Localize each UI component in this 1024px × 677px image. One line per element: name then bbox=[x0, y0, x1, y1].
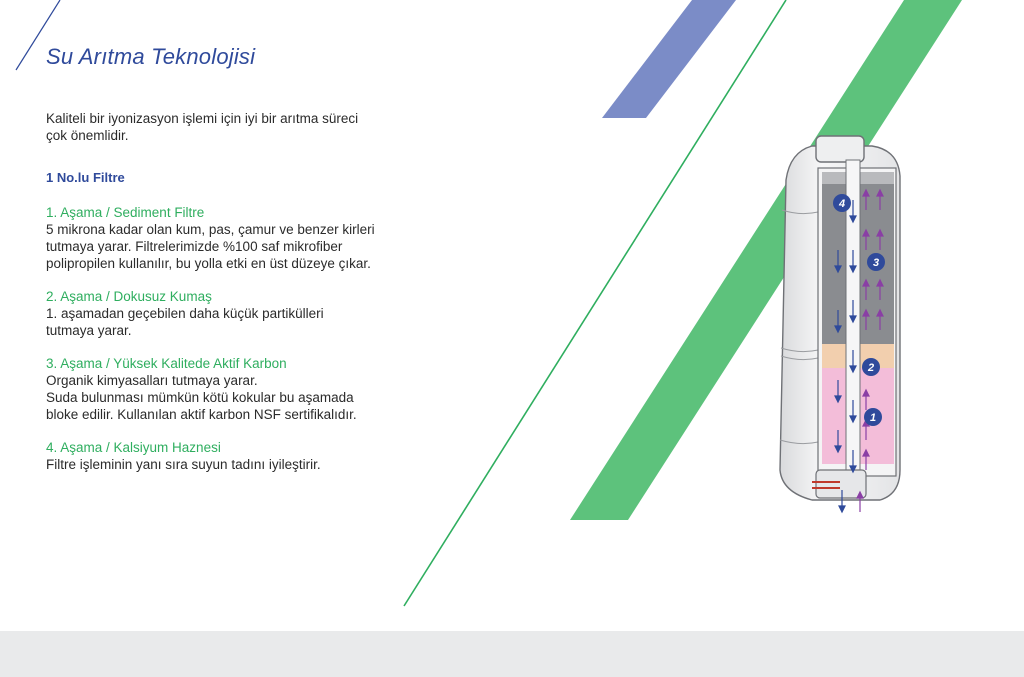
stage-title: 2. Aşama / Dokusuz Kumaş bbox=[46, 289, 212, 304]
stage-line: bloke edilir. Kullanılan aktif karbon NSF sertifikalıdır. bbox=[46, 407, 357, 422]
stage-title: 1. Aşama / Sediment Filtre bbox=[46, 205, 205, 220]
stage-line: tutmaya yarar. bbox=[46, 323, 132, 338]
stage-badge-3 bbox=[867, 253, 885, 271]
filter-heading: 1 No.lu Filtre bbox=[46, 170, 125, 185]
badge-label: 3 bbox=[872, 257, 880, 269]
stage-title: 4. Aşama / Kalsiyum Haznesi bbox=[46, 440, 221, 455]
stage-badge-4 bbox=[833, 194, 851, 212]
stage-badge-1 bbox=[864, 408, 882, 426]
badge-label: 2 bbox=[867, 362, 875, 374]
intro-line: çok önemlidir. bbox=[46, 128, 129, 143]
badge-label: 4 bbox=[838, 198, 846, 210]
stage-line: tutmaya yarar. Filtrelerimizde %100 saf mikrofiber bbox=[46, 239, 343, 254]
top-cap bbox=[816, 136, 864, 162]
stage-line: Suda bulunması mümkün kötü kokular bu aşamada bbox=[46, 390, 354, 405]
badge-label: 1 bbox=[869, 412, 877, 424]
stage-badge-2 bbox=[862, 358, 880, 376]
stage-line: polipropilen kullanılır, bu yolla etki en üst düzeye çıkar. bbox=[46, 256, 371, 271]
intro-line: Kaliteli bir iyonizasyon işlemi için iyi bir arıtma süreci bbox=[46, 111, 359, 126]
stage-line: 5 mikrona kadar olan kum, pas, çamur ve benzer kirleri bbox=[46, 222, 375, 237]
page-title: Su Arıtma Teknolojisi bbox=[46, 44, 256, 69]
stage-line: Organik kimyasalları tutmaya yarar. bbox=[46, 373, 258, 388]
stage-line: Filtre işleminin yanı sıra suyun tadını iyileştirir. bbox=[46, 457, 321, 472]
stage-title: 3. Aşama / Yüksek Kalitede Aktif Karbon bbox=[46, 356, 287, 371]
stage-line: 1. aşamadan geçebilen daha küçük partikülleri bbox=[46, 306, 324, 321]
